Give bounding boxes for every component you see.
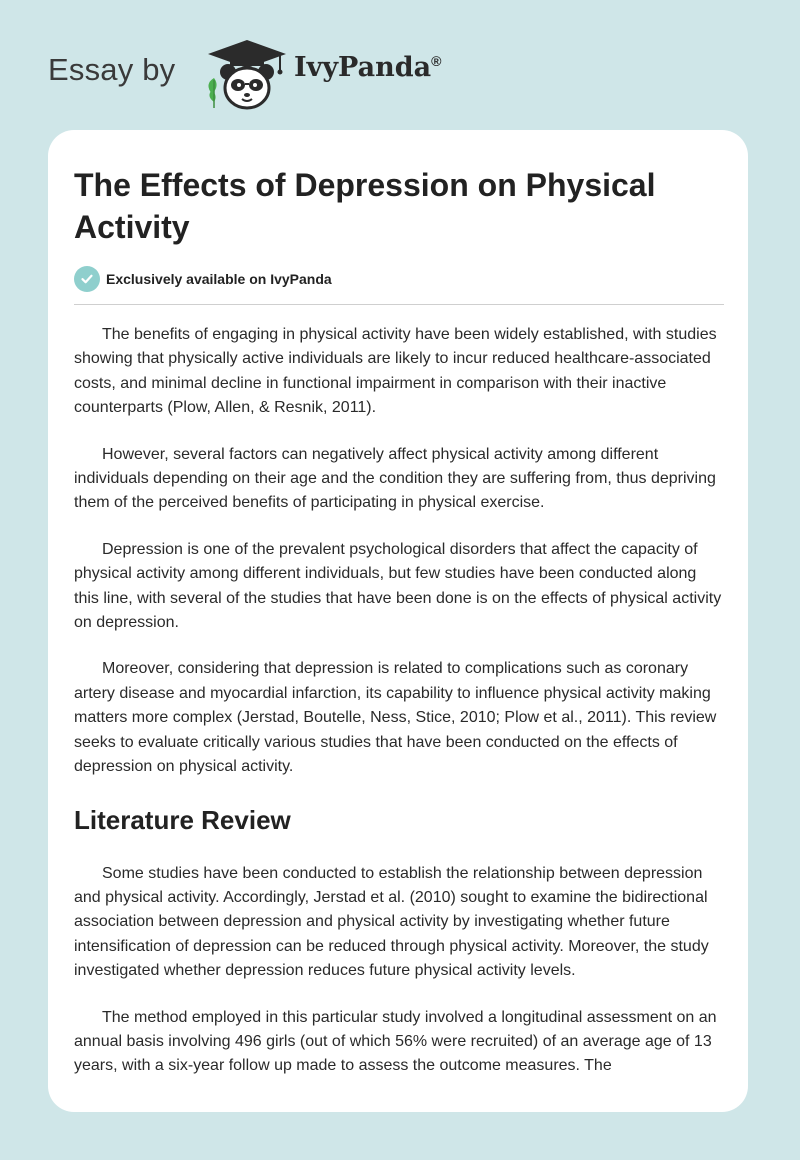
exclusive-badge-label: Exclusively available on IvyPanda bbox=[106, 271, 332, 287]
page-title: The Effects of Depression on Physical Activity bbox=[74, 167, 656, 245]
paragraph: Some studies have been conducted to establish the relationship between depression and physical activity. Accordingly, Jerstad et al. (2010) sought to examine the bidirectional association between depression and physical activity by investigating whether future intensification of depression can be reduced through physical activity. Moreover, the study investigated whether depression reduces future physical activity levels. bbox=[74, 864, 709, 980]
essay-content bbox=[74, 164, 724, 1079]
paragraph: Moreover, considering that depression is related to complications such as coronary artery disease and myocardial infarction, its capability to influence physical activity making matters more complex (Jerstad, Boutelle, Ness, Stice, 2010; Plow et al., 2011). This review seeks to evaluate critically various studies that have been conducted on the effects of depression on physical activity. bbox=[74, 660, 717, 776]
paragraph: However, several factors can negatively affect physical activity among different individuals depending on their age and the condition they are suffering from, thus depriving them of the perceived benefits of participating in physical exercise. bbox=[74, 445, 716, 512]
essay-card bbox=[48, 130, 748, 1112]
registered-mark: ® bbox=[431, 53, 442, 69]
divider bbox=[74, 304, 724, 305]
paragraph: The benefits of engaging in physical activity have been widely established, with studies showing that physically active individuals are likely to incur reduced healthcare-associated costs, and minimal decline in functional impairment in comparison with their inactive counterparts (Plow, Allen, & Resnik, 2011). bbox=[74, 326, 717, 417]
section-heading: Literature Review bbox=[74, 804, 291, 835]
paragraph: Depression is one of the prevalent psychological disorders that affect the capacity of physical activity among different individuals, but few studies have been conducted along this line, with several of the studies that have been done is on the effects of physical activity on depression. bbox=[74, 540, 722, 632]
brand-name[interactable]: IvyPanda® bbox=[294, 52, 442, 83]
site-header bbox=[48, 30, 488, 114]
essay-by-label: Essay by bbox=[48, 52, 176, 87]
check-icon bbox=[74, 266, 100, 292]
exclusive-badge bbox=[74, 266, 724, 292]
panda-logo-icon[interactable] bbox=[202, 36, 292, 116]
paragraph: The method employed in this particular study involved a longitudinal assessment on an annual basis involving 496 girls (out of which 56% were recruited) of an average age of 13 years, with a six-year follow up made to assess the outcome measures. The bbox=[74, 1008, 717, 1075]
